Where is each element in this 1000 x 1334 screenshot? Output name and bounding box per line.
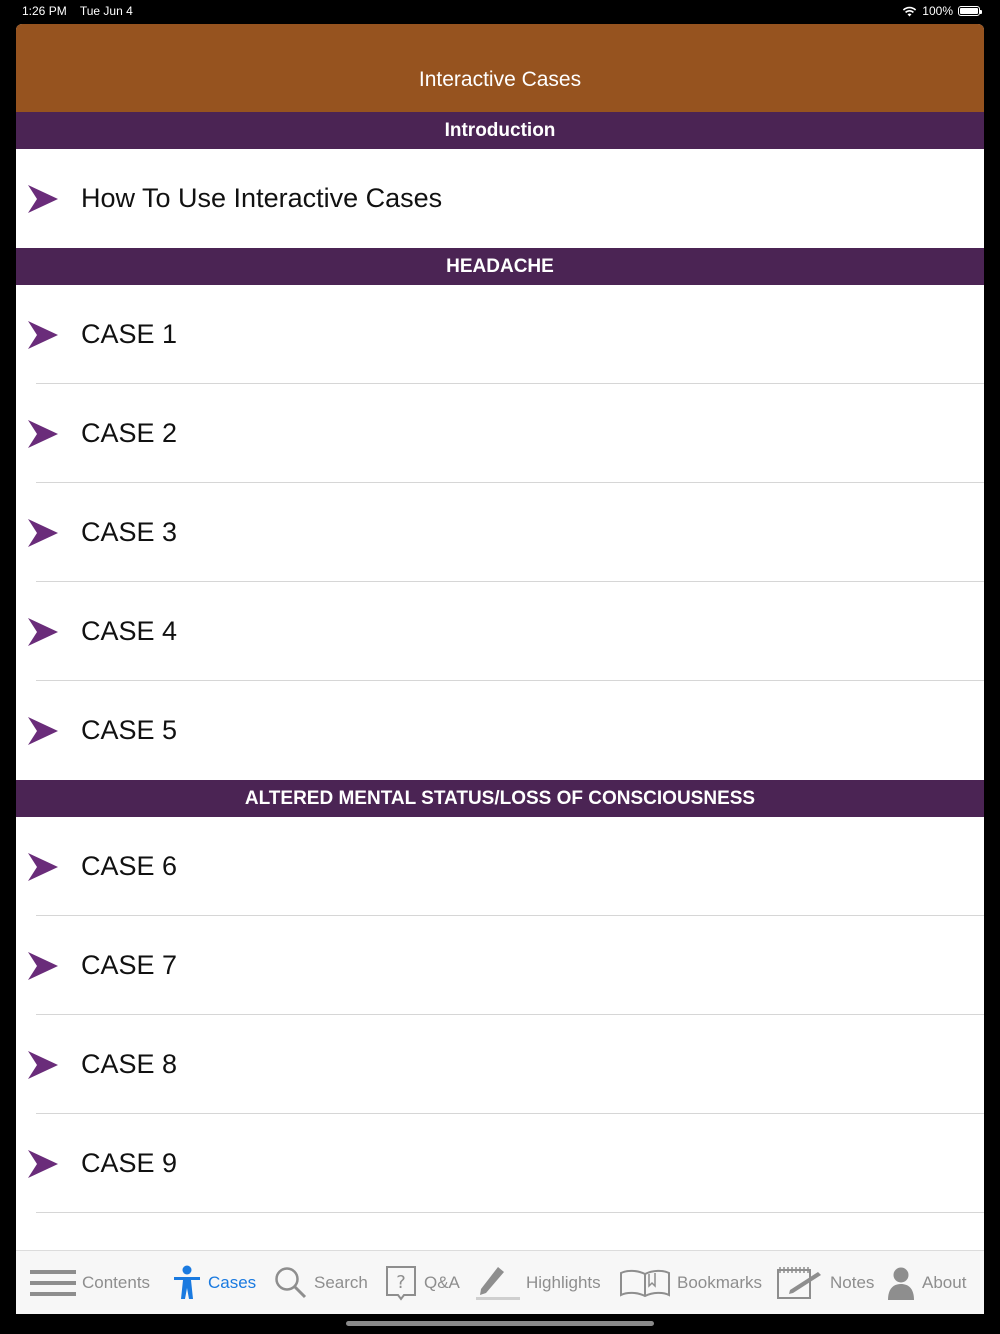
arrow-icon	[28, 519, 58, 547]
list-item-label: CASE 4	[81, 616, 178, 646]
list-item[interactable]	[16, 817, 984, 916]
list-item-label: CASE 3	[81, 517, 178, 547]
list-item[interactable]	[16, 384, 984, 483]
list-item-label: CASE 1	[81, 319, 178, 349]
section-header-headache	[16, 248, 984, 285]
book-icon	[619, 1268, 671, 1298]
section-title: Introduction	[444, 119, 556, 141]
status-date: Tue Jun 4	[79, 4, 133, 18]
list-item[interactable]	[16, 681, 984, 780]
arrow-icon	[28, 185, 58, 213]
battery-icon	[958, 6, 980, 16]
svg-text:?: ?	[396, 1272, 406, 1293]
tab-qa[interactable]	[384, 1251, 460, 1315]
list-item[interactable]	[16, 1114, 984, 1213]
battery-percent: 100%	[922, 4, 953, 18]
section-title: ALTERED MENTAL STATUS/LOSS OF CONSCIOUSNESS	[244, 787, 756, 809]
tab-label: Highlights	[526, 1273, 601, 1292]
tab-label: Cases	[208, 1273, 257, 1292]
nav-header	[16, 24, 984, 112]
status-time: 1:26 PM	[22, 4, 67, 18]
arrow-icon	[28, 618, 58, 646]
list-item[interactable]	[16, 285, 984, 384]
list-item[interactable]	[16, 149, 984, 248]
list-item-label: CASE 7	[81, 950, 178, 980]
arrow-icon	[28, 952, 58, 980]
app-window	[16, 24, 984, 1314]
list-item[interactable]	[16, 916, 984, 1015]
list-item[interactable]	[16, 483, 984, 582]
arrow-icon	[28, 1150, 58, 1178]
highlighter-icon	[476, 1265, 520, 1301]
row-divider	[36, 1212, 984, 1213]
section-header-altered-mental-status	[16, 780, 984, 817]
home-indicator[interactable]	[346, 1321, 654, 1326]
tab-cases[interactable]	[172, 1251, 256, 1315]
section-header-introduction	[16, 112, 984, 149]
tab-bar	[16, 1250, 984, 1314]
user-icon	[886, 1266, 916, 1300]
tab-label: Contents	[82, 1273, 151, 1292]
tab-label: Search	[314, 1273, 368, 1292]
tab-label: Q&A	[424, 1273, 460, 1292]
tab-label: About	[922, 1273, 967, 1292]
list-item-label: How To Use Interactive Cases	[81, 183, 443, 213]
arrow-icon	[28, 717, 58, 745]
page-title: Interactive Cases	[418, 68, 582, 91]
notepad-icon	[776, 1266, 824, 1300]
list-item[interactable]	[16, 582, 984, 681]
list-item-label: CASE 5	[81, 715, 178, 745]
tab-label: Notes	[830, 1273, 875, 1292]
person-icon	[172, 1265, 202, 1301]
list-icon	[30, 1268, 76, 1298]
list-item[interactable]	[16, 1015, 984, 1114]
list-item-label: CASE 8	[81, 1049, 178, 1079]
section-title: HEADACHE	[446, 255, 554, 277]
arrow-icon	[28, 420, 58, 448]
search-icon	[274, 1266, 308, 1300]
question-icon	[384, 1265, 418, 1301]
tab-about[interactable]	[886, 1251, 966, 1315]
tab-label: Bookmarks	[677, 1273, 763, 1292]
list-item-label: CASE 6	[81, 851, 178, 881]
arrow-icon	[28, 853, 58, 881]
tab-contents[interactable]	[30, 1251, 150, 1315]
status-bar	[0, 0, 1000, 22]
tab-highlights[interactable]	[476, 1251, 601, 1315]
status-right	[902, 4, 980, 18]
tab-search[interactable]	[274, 1251, 368, 1315]
wifi-icon	[902, 6, 917, 17]
status-left	[22, 4, 143, 18]
tab-notes[interactable]	[776, 1251, 874, 1315]
list-item-label: CASE 9	[81, 1148, 178, 1178]
tab-bookmarks[interactable]	[619, 1251, 762, 1315]
arrow-icon	[28, 1051, 58, 1079]
arrow-icon	[28, 321, 58, 349]
list-item-label: CASE 2	[81, 418, 178, 448]
